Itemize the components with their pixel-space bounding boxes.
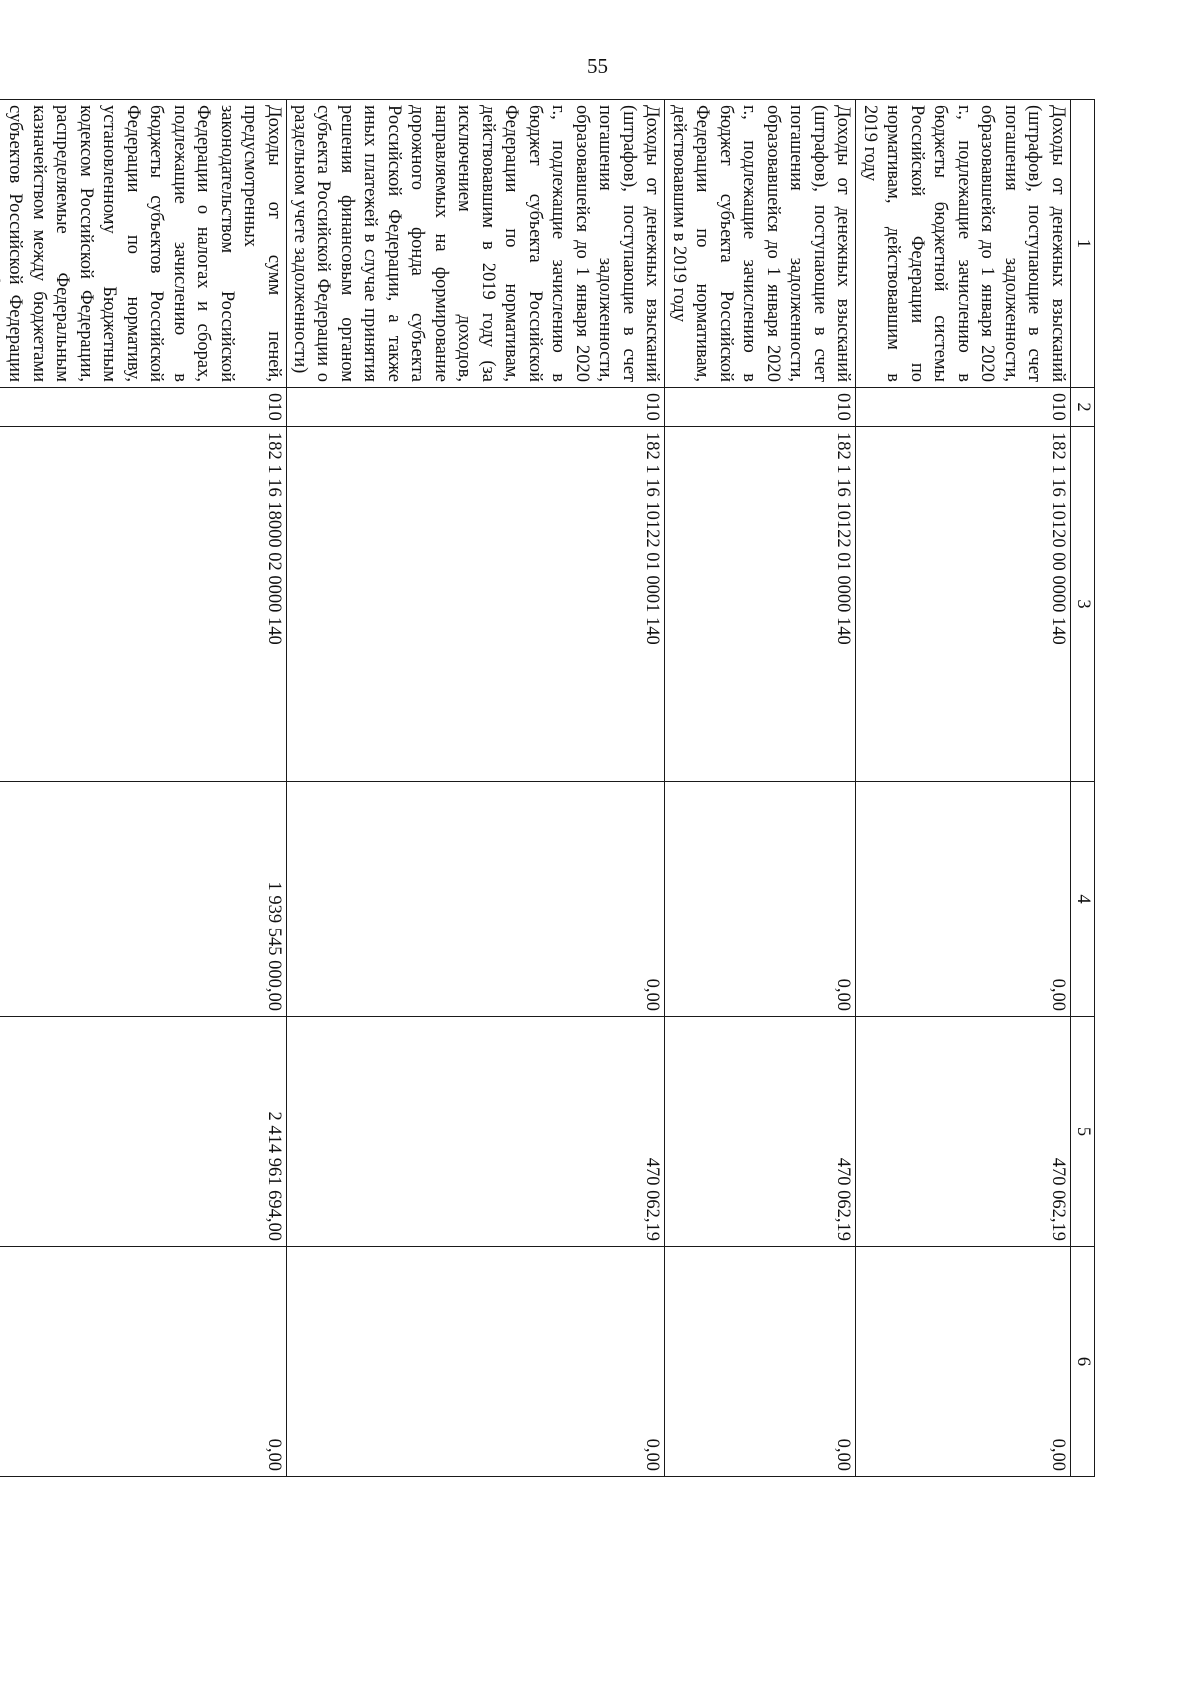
row-budget-code: 182 1 16 10122 01 0000 140 <box>665 427 856 782</box>
row-col6-amount: 0,00 <box>0 1247 286 1477</box>
row-admin-code: 010 <box>665 388 856 427</box>
row-col6-amount: 0,00 <box>286 1247 665 1477</box>
table-header-row <box>1070 100 1094 1477</box>
row-budget-code: 182 1 16 10120 00 0000 140 <box>856 427 1070 782</box>
row-name: Доходы от денежных взысканий (штрафов), поступающие в счет погашения задолженности, образовавшейся до 1 января 2020 г., подлежащие зачислению в бюджет субъекта Российской Федерации по нормативам, действовавшим в 2019 году <box>665 100 856 388</box>
row-admin-code: 010 <box>0 388 286 427</box>
row-name: Доходы от денежных взысканий (штрафов), поступающие в счет погашения задолженности, образовавшейся до 1 января 2020 г., подлежащие зачислению в бюджеты бюджетной системы Российской Федерации по нормативам, действовавшим в 2019 году <box>856 100 1070 388</box>
budget-revenue-table <box>0 99 1095 1477</box>
row-col6-amount: 0,00 <box>856 1247 1070 1477</box>
row-col6-amount: 0,00 <box>665 1247 856 1477</box>
table-row <box>665 100 856 1477</box>
row-col5-amount: 2 414 961 694,00 <box>0 1017 286 1247</box>
row-col4-amount: 0,00 <box>286 782 665 1017</box>
row-col4-amount: 1 939 545 000,00 <box>0 782 286 1017</box>
header-col-6: 6 <box>1070 1247 1094 1477</box>
row-budget-code: 182 1 16 18000 02 0000 140 <box>0 427 286 782</box>
header-col-5: 5 <box>1070 1017 1094 1247</box>
header-col-2: 2 <box>1070 388 1094 427</box>
row-col5-amount: 470 062,19 <box>286 1017 665 1247</box>
row-col5-amount: 470 062,19 <box>856 1017 1070 1247</box>
page-number: 55 <box>587 54 608 78</box>
table-row <box>856 100 1070 1477</box>
header-col-3: 3 <box>1070 427 1094 782</box>
row-name: Доходы от сумм пеней, предусмотренных законодательством Российской Федерации о налогах и сборах, подлежащие зачислению в бюджеты субъектов Российской Федерации по нормативу, установленному Бюджетным кодексом Российской Федерации, распределяемые Федеральным казначейством между бюджетами субъектов Российской Федерации <box>0 100 286 388</box>
row-admin-code: 010 <box>286 388 665 427</box>
row-col5-amount: 470 062,19 <box>665 1017 856 1247</box>
rotated-table-container <box>5 99 1095 1476</box>
table-row <box>286 100 665 1477</box>
row-col4-amount: 0,00 <box>665 782 856 1017</box>
table-row <box>0 100 286 1477</box>
row-admin-code: 010 <box>856 388 1070 427</box>
header-col-4: 4 <box>1070 782 1094 1017</box>
row-budget-code: 182 1 16 10122 01 0001 140 <box>286 427 665 782</box>
row-name: Доходы от денежных взысканий (штрафов), поступающие в счет погашения задолженности, образовавшейся до 1 января 2020 г., подлежащие зачислению в бюджет субъекта Российской Федерации по нормативам, действовавшим в 2019 году (за исключением доходов, направляемых на формирование дорожного фонда субъекта Российской Федерации, а также иных платежей в случае принятия решения финансовым органом субъекта Российской Федерации о раздельном учете задолженности) <box>286 100 665 388</box>
row-col4-amount: 0,00 <box>856 782 1070 1017</box>
header-col-1: 1 <box>1070 100 1094 388</box>
